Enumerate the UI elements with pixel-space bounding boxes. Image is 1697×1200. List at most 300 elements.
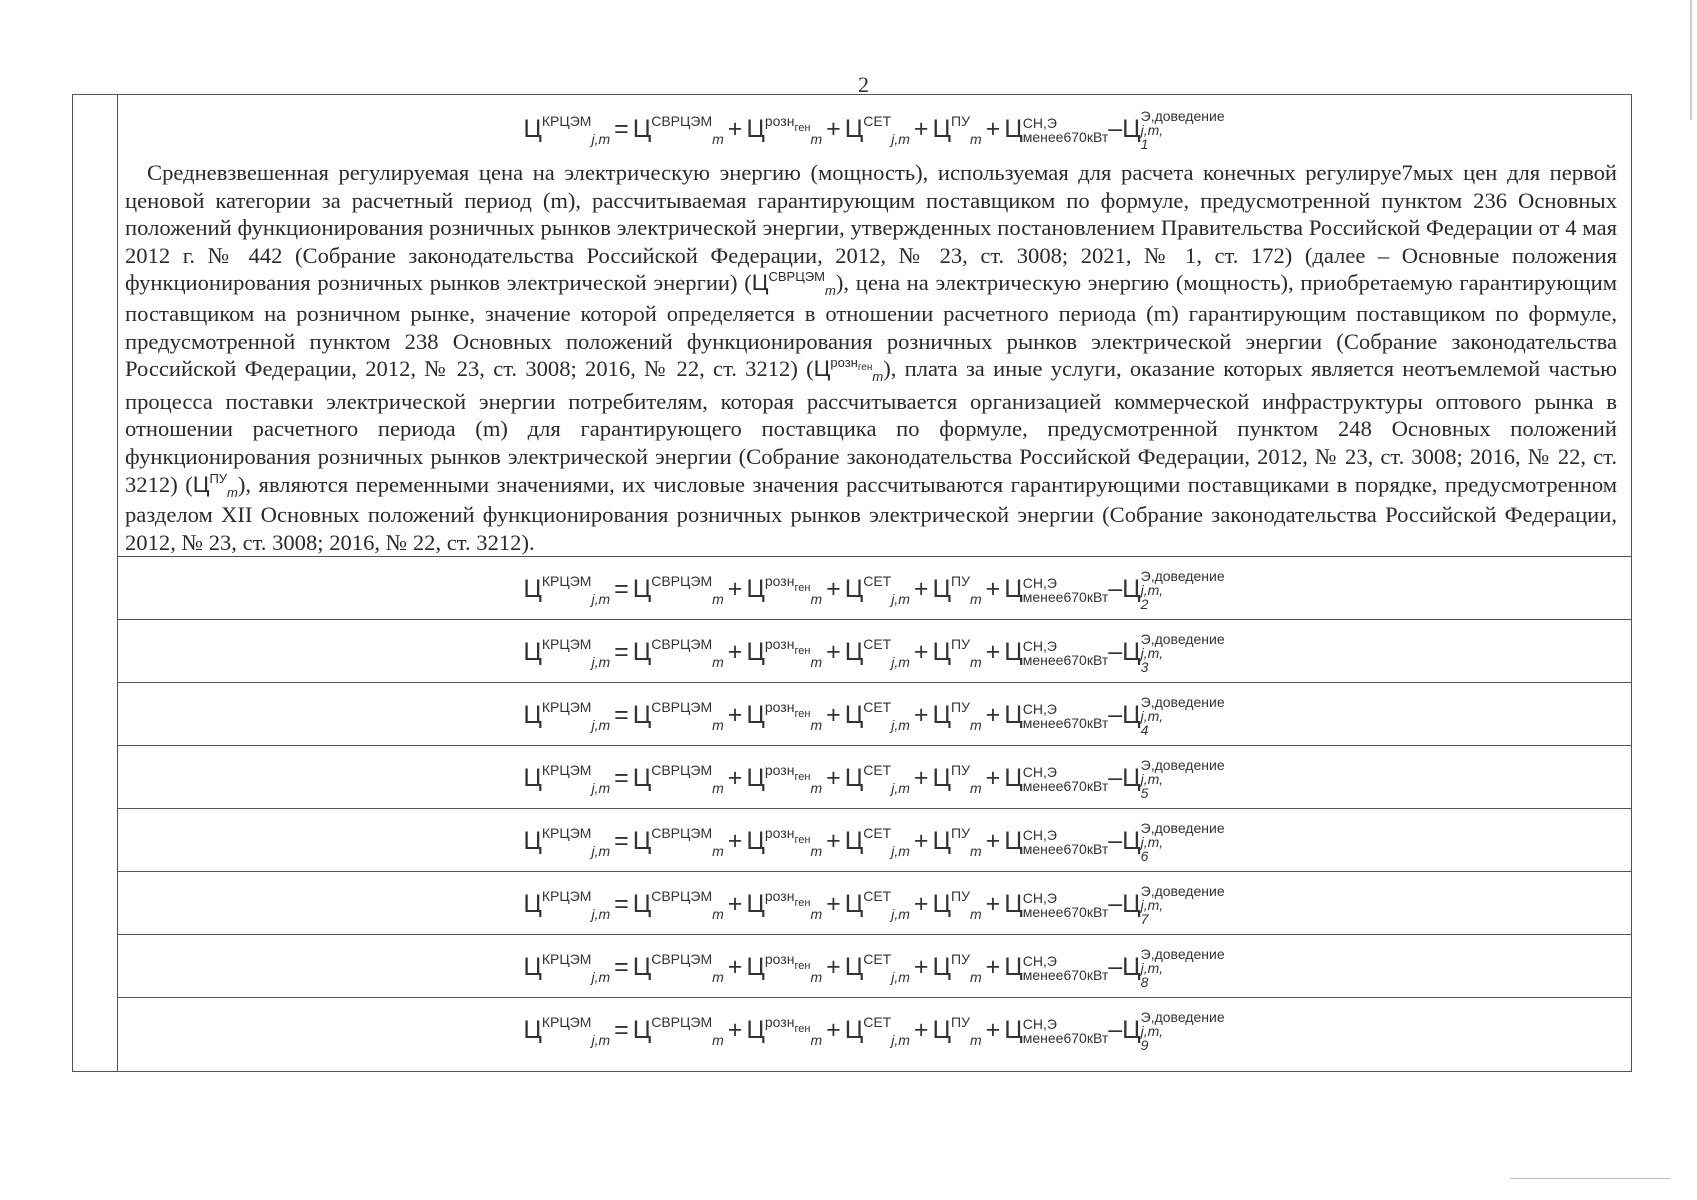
formula-subscript: m bbox=[810, 905, 823, 922]
formula-subscript: менее670кВт bbox=[1022, 904, 1109, 920]
formula-equals: = bbox=[614, 574, 629, 603]
formula-superscript: Э,доведение bbox=[1140, 757, 1225, 773]
formula-superscript: СН,Э bbox=[1022, 1016, 1057, 1032]
formula-equals: = bbox=[614, 637, 629, 666]
formula-superscript: КРЦЭМ bbox=[541, 572, 592, 589]
formula-term-rozn bbox=[746, 1013, 823, 1048]
formula-plus: + bbox=[913, 1015, 929, 1044]
paragraph-part-3: ), плата за иные услуги, оказание которых является неотъемлемой частью процесса поставки электрической энергии потребителям, которая рассчитывается организацией коммерческой инфраструктуры оптового рынка в отношении расчетного периода (m) для гарантирующего поставщика по формуле, предусмотренной пунктом 248 Основных положений функционирования розничных рынков электрической энергии (Собрание законодательства Российской Федерации, 2012, № 23, ст. 3008; 2016, № 22, ст. 3212) ( bbox=[125, 356, 1617, 497]
formula-term-sn bbox=[1004, 890, 1108, 918]
formula-subscript: j,m bbox=[591, 653, 611, 670]
formula-subscript-prefix: j,m, bbox=[1140, 1023, 1164, 1039]
formula-symbol: Ц bbox=[746, 574, 765, 603]
formula-symbol: Ц bbox=[1004, 826, 1023, 855]
formula-superscript-index: ген bbox=[794, 707, 811, 720]
formula-symbol: Ц bbox=[1004, 1015, 1023, 1044]
formula-plus: + bbox=[727, 889, 743, 918]
formula-subscript-prefix: j,m, bbox=[1140, 834, 1164, 850]
formula-superscript: СН,Э bbox=[1022, 953, 1057, 969]
formula-subscript: m bbox=[969, 905, 982, 922]
formula-plus: + bbox=[913, 826, 929, 855]
formula-minus: – bbox=[1108, 952, 1123, 981]
formula-plus: + bbox=[727, 826, 743, 855]
formula-row-4 bbox=[117, 695, 1631, 737]
table-row-2 bbox=[117, 557, 1631, 620]
formula-row-index: 2 bbox=[1140, 596, 1149, 612]
formula-symbol: Ц bbox=[746, 889, 765, 918]
formula-script-stack bbox=[1141, 821, 1225, 863]
formula-symbol: Ц bbox=[932, 1015, 951, 1044]
formula-row-index: 8 bbox=[1140, 974, 1149, 990]
formula-row-index: 9 bbox=[1140, 1037, 1149, 1053]
formula-symbol: Ц bbox=[844, 952, 864, 981]
formula-superscript: СЕТ bbox=[863, 887, 892, 904]
formula-equals: = bbox=[614, 952, 629, 981]
formula-row-index: 1 bbox=[1140, 136, 1149, 152]
formula-plus: + bbox=[913, 763, 929, 792]
formula-minus: – bbox=[1108, 1015, 1123, 1044]
formula-symbol: Ц bbox=[632, 763, 652, 792]
formula-subscript-prefix: j,m, bbox=[1140, 122, 1164, 138]
formula-term-set bbox=[844, 824, 910, 859]
formula-plus: + bbox=[826, 763, 841, 792]
formula-plus: + bbox=[913, 889, 929, 918]
formula-term-dovedenie bbox=[1122, 946, 1225, 990]
formula-superscript: СЕТ bbox=[863, 635, 892, 652]
formula-symbol: Ц bbox=[844, 700, 864, 729]
formula-row-5 bbox=[117, 758, 1631, 800]
formula-subscript: j,m bbox=[891, 968, 910, 985]
formula-minus: – bbox=[1108, 637, 1123, 666]
formula-superscript: ПУ bbox=[951, 698, 970, 715]
formula-subscript bbox=[1141, 583, 1225, 611]
formula-superscript: Э,доведение bbox=[1140, 108, 1225, 124]
formula-script-stack bbox=[1023, 639, 1108, 667]
formula-superscript: Э,доведение bbox=[1140, 568, 1225, 584]
formula-superscript: КРЦЭМ bbox=[541, 112, 592, 129]
formula-lhs bbox=[523, 1013, 611, 1048]
formula-superscript-index: ген bbox=[794, 581, 811, 594]
formula-symbol: Ц bbox=[632, 826, 652, 855]
formula-superscript: СН,Э bbox=[1022, 764, 1057, 780]
formula-superscript: СН,Э bbox=[1022, 115, 1057, 131]
formula-subscript: менее670кВт bbox=[1022, 589, 1109, 605]
formula-subscript: m bbox=[969, 653, 982, 670]
formula-symbol: Ц bbox=[632, 700, 652, 729]
formula-subscript: j,m bbox=[891, 842, 910, 859]
formula-superscript-index: ген bbox=[794, 959, 811, 972]
formula-subscript bbox=[1141, 123, 1225, 151]
formula-subscript bbox=[1141, 961, 1225, 989]
formula-superscript: СЕТ bbox=[863, 950, 892, 967]
formula-subscript: m bbox=[712, 1031, 724, 1048]
formula-superscript: КРЦЭМ bbox=[541, 1013, 592, 1030]
formula-equals: = bbox=[614, 763, 629, 792]
formula-superscript-index: ген bbox=[794, 644, 811, 657]
formula-term-sn bbox=[1004, 638, 1108, 666]
formula-superscript: СВРЦЭМ bbox=[651, 950, 713, 967]
formula-plus: + bbox=[727, 1015, 743, 1044]
symbol-sub: m bbox=[825, 283, 836, 299]
formula-superscript: ПУ bbox=[951, 1013, 970, 1030]
formula-term-set bbox=[844, 1013, 910, 1048]
formula-subscript: m bbox=[712, 968, 724, 985]
formula-plus: + bbox=[727, 763, 743, 792]
formula-subscript bbox=[1141, 898, 1225, 926]
formula-plus: + bbox=[913, 637, 929, 666]
formula-term-set bbox=[844, 572, 910, 607]
formula-superscript: СН,Э bbox=[1022, 827, 1057, 843]
formula-script-stack bbox=[1023, 954, 1108, 982]
formula-row-index: 7 bbox=[1140, 911, 1149, 927]
formula-term-set bbox=[844, 698, 910, 733]
formula-superscript: СЕТ bbox=[863, 824, 892, 841]
symbol-svrcem bbox=[751, 269, 836, 299]
formula-term-rozn bbox=[746, 572, 823, 607]
formula-subscript-prefix: j,m, bbox=[1140, 897, 1164, 913]
formula-superscript: Э,доведение bbox=[1140, 820, 1225, 836]
formula-subscript: m bbox=[969, 716, 982, 733]
formula-superscript: Э,доведение bbox=[1140, 946, 1225, 962]
formula-subscript-prefix: j,m, bbox=[1140, 771, 1164, 787]
formula-subscript: j,m bbox=[891, 590, 910, 607]
formula-symbol: Ц bbox=[844, 637, 864, 666]
formula-row-1 bbox=[117, 109, 1631, 151]
formula-script-stack bbox=[1023, 765, 1108, 793]
formula-term-rozn bbox=[746, 635, 823, 670]
formula-plus: + bbox=[913, 700, 929, 729]
formula-term-dovedenie bbox=[1122, 820, 1225, 864]
formula-term-set bbox=[844, 887, 910, 922]
formula-term-pu bbox=[932, 887, 982, 922]
formula-minus: – bbox=[1108, 826, 1123, 855]
formula-term-pu bbox=[932, 698, 982, 733]
formula-symbol: Ц bbox=[1122, 114, 1141, 143]
formula-subscript bbox=[1141, 1024, 1225, 1052]
formula-subscript: m bbox=[810, 968, 823, 985]
formula-term-dovedenie bbox=[1122, 883, 1225, 927]
formula-term-svrcem bbox=[632, 635, 724, 670]
formula-plus: + bbox=[727, 952, 743, 981]
formula-term-svrcem bbox=[632, 572, 724, 607]
formula-superscript: Э,доведение bbox=[1140, 694, 1225, 710]
formula-term-dovedenie bbox=[1122, 568, 1225, 612]
formula-subscript-prefix: j,m, bbox=[1140, 645, 1164, 661]
formula-plus: + bbox=[826, 700, 841, 729]
formula-symbol: Ц bbox=[1122, 1015, 1141, 1044]
formula-symbol: Ц bbox=[1004, 700, 1023, 729]
formula-term-svrcem bbox=[632, 761, 724, 796]
formula-subscript: j,m bbox=[891, 130, 910, 147]
formula-superscript: СВРЦЭМ bbox=[651, 572, 713, 589]
formula-superscript: ПУ bbox=[951, 761, 970, 778]
formula-symbol: Ц bbox=[844, 826, 864, 855]
page-number: 2 bbox=[858, 72, 869, 97]
formula-symbol: Ц bbox=[1122, 637, 1141, 666]
formula-superscript: КРЦЭМ bbox=[541, 887, 592, 904]
formula-minus: – bbox=[1108, 763, 1123, 792]
formula-row-9 bbox=[117, 1010, 1631, 1052]
formula-subscript bbox=[1141, 646, 1225, 674]
formula-superscript: Э,доведение bbox=[1140, 631, 1225, 647]
formula-symbol: Ц bbox=[844, 763, 864, 792]
formula-superscript: СН,Э bbox=[1022, 575, 1057, 591]
formula-symbol: Ц bbox=[523, 574, 542, 603]
formula-symbol: Ц bbox=[1004, 952, 1023, 981]
symbol-letter: Ц bbox=[751, 270, 769, 296]
formula-plus: + bbox=[985, 763, 1001, 792]
formula-superscript: КРЦЭМ bbox=[541, 824, 592, 841]
formula-script-stack bbox=[1141, 109, 1225, 151]
formula-subscript: m bbox=[712, 590, 724, 607]
table-row-1 bbox=[117, 95, 1631, 557]
formula-row-index: 3 bbox=[1140, 659, 1149, 675]
formula-plus: + bbox=[826, 826, 841, 855]
formula-script-stack bbox=[1023, 891, 1108, 919]
formula-symbol: Ц bbox=[932, 114, 951, 143]
formula-subscript: j,m bbox=[891, 1031, 910, 1048]
formula-script-stack bbox=[1141, 695, 1225, 737]
formula-term-set bbox=[844, 950, 910, 985]
formula-script-stack bbox=[1141, 758, 1225, 800]
formula-term-svrcem bbox=[632, 887, 724, 922]
formula-term-dovedenie bbox=[1122, 108, 1225, 152]
formula-symbol: Ц bbox=[632, 574, 652, 603]
formula-superscript: СВРЦЭМ bbox=[651, 635, 713, 652]
formula-script-stack bbox=[1023, 702, 1108, 730]
formula-term-set bbox=[844, 112, 910, 147]
formula-superscript: розн bbox=[764, 635, 795, 652]
paragraph-part-4: ), являются переменными значениями, их числовые значения рассчитываются гарантирующими поставщиками в порядке, предусмотренном разделом XII Основных положений функционирования розничных рынков электрической энергии (Собрание законодательства Российской Федерации, 2012, № 23, ст. 3008; 2016, № 22, ст. 3212). bbox=[125, 471, 1617, 555]
formula-superscript-index: ген bbox=[794, 770, 811, 783]
formula-symbol: Ц bbox=[1122, 952, 1141, 981]
formula-superscript: СВРЦЭМ bbox=[651, 112, 713, 129]
formula-term-set bbox=[844, 635, 910, 670]
formula-term-rozn bbox=[746, 112, 823, 147]
symbol-sup: СВРЦЭМ bbox=[768, 269, 826, 285]
formula-subscript: m bbox=[712, 716, 724, 733]
formula-plus: + bbox=[985, 637, 1001, 666]
formula-symbol: Ц bbox=[746, 700, 765, 729]
formula-symbol: Ц bbox=[523, 763, 542, 792]
formula-term-svrcem bbox=[632, 698, 724, 733]
formula-plus: + bbox=[826, 952, 841, 981]
formula-superscript: Э,доведение bbox=[1140, 883, 1225, 899]
formula-row-6 bbox=[117, 821, 1631, 863]
formula-subscript: m bbox=[712, 130, 724, 147]
formula-plus: + bbox=[826, 889, 841, 918]
formula-term-pu bbox=[932, 112, 982, 147]
formula-term-set bbox=[844, 761, 910, 796]
formula-superscript: СЕТ bbox=[863, 761, 892, 778]
formula-subscript: m bbox=[969, 968, 982, 985]
formula-symbol: Ц bbox=[932, 763, 951, 792]
formula-row-8 bbox=[117, 947, 1631, 989]
formula-lhs bbox=[523, 887, 611, 922]
table-row-5 bbox=[117, 746, 1631, 809]
symbol-sup: розн bbox=[830, 355, 858, 371]
formula-equals: = bbox=[614, 700, 629, 729]
formula-script-stack bbox=[1141, 632, 1225, 674]
formula-symbol: Ц bbox=[746, 952, 765, 981]
formula-subscript bbox=[1141, 772, 1225, 800]
formula-subscript: менее670кВт bbox=[1022, 1030, 1109, 1046]
formula-plus: + bbox=[913, 574, 929, 603]
formula-superscript: СЕТ bbox=[863, 572, 892, 589]
formula-term-sn bbox=[1004, 115, 1108, 143]
formula-symbol: Ц bbox=[746, 114, 765, 143]
formula-superscript: СВРЦЭМ bbox=[651, 698, 713, 715]
formula-symbol: Ц bbox=[1122, 763, 1141, 792]
formula-subscript: m bbox=[810, 842, 823, 859]
formula-row-3 bbox=[117, 632, 1631, 674]
formula-subscript: менее670кВт bbox=[1022, 129, 1109, 145]
formula-symbol: Ц bbox=[1004, 637, 1023, 666]
formula-minus: – bbox=[1108, 889, 1123, 918]
formula-symbol: Ц bbox=[1004, 889, 1023, 918]
formula-symbol: Ц bbox=[932, 637, 951, 666]
explanation-paragraph bbox=[125, 159, 1617, 556]
formula-plus: + bbox=[985, 1015, 1001, 1044]
formula-subscript: m bbox=[969, 779, 982, 796]
formula-superscript: СЕТ bbox=[863, 1013, 892, 1030]
formula-symbol: Ц bbox=[932, 574, 951, 603]
formula-symbol: Ц bbox=[632, 114, 652, 143]
formula-superscript: СН,Э bbox=[1022, 701, 1057, 717]
formula-plus: + bbox=[985, 700, 1001, 729]
formula-subscript: m bbox=[810, 590, 823, 607]
formula-subscript: j,m bbox=[591, 779, 611, 796]
formula-lhs bbox=[523, 824, 611, 859]
formula-symbol: Ц bbox=[523, 889, 542, 918]
formula-symbol: Ц bbox=[844, 889, 864, 918]
formula-term-sn bbox=[1004, 1016, 1108, 1044]
formula-minus: – bbox=[1108, 700, 1123, 729]
formula-symbol: Ц bbox=[746, 1015, 765, 1044]
formula-term-sn bbox=[1004, 764, 1108, 792]
formula-lhs bbox=[523, 698, 611, 733]
formula-superscript: розн bbox=[764, 950, 795, 967]
formula-term-dovedenie bbox=[1122, 631, 1225, 675]
symbol-letter: Ц bbox=[813, 356, 831, 382]
formula-term-svrcem bbox=[632, 1013, 724, 1048]
formula-plus: + bbox=[826, 114, 841, 143]
formula-symbol: Ц bbox=[1004, 763, 1023, 792]
formula-symbol: Ц bbox=[844, 114, 864, 143]
formula-term-svrcem bbox=[632, 112, 724, 147]
formula-superscript-index: ген bbox=[794, 833, 811, 846]
formula-plus: + bbox=[985, 952, 1001, 981]
formula-subscript-prefix: j,m, bbox=[1140, 708, 1164, 724]
formula-subscript: менее670кВт bbox=[1022, 841, 1109, 857]
formula-superscript: розн bbox=[764, 572, 795, 589]
formula-subscript: m bbox=[810, 716, 823, 733]
formula-script-stack bbox=[1023, 576, 1108, 604]
table-row-8 bbox=[117, 935, 1631, 998]
formula-term-rozn bbox=[746, 698, 823, 733]
formula-subscript: j,m bbox=[591, 905, 611, 922]
formula-subscript-prefix: j,m, bbox=[1140, 582, 1164, 598]
formula-script-stack bbox=[1023, 828, 1108, 856]
formula-term-svrcem bbox=[632, 950, 724, 985]
formula-subscript: менее670кВт bbox=[1022, 778, 1109, 794]
formula-subscript: j,m bbox=[891, 779, 910, 796]
formula-symbol: Ц bbox=[1122, 826, 1141, 855]
formula-plus: + bbox=[985, 574, 1001, 603]
formula-superscript: ПУ bbox=[951, 950, 970, 967]
formula-subscript: менее670кВт bbox=[1022, 652, 1109, 668]
formula-equals: = bbox=[614, 114, 629, 143]
formula-term-rozn bbox=[746, 761, 823, 796]
symbol-letter: Ц bbox=[192, 471, 210, 497]
symbol-rozn-gen bbox=[813, 355, 884, 385]
formula-symbol: Ц bbox=[932, 889, 951, 918]
formula-subscript: m bbox=[810, 130, 823, 147]
formula-term-rozn bbox=[746, 950, 823, 985]
formula-minus: – bbox=[1108, 114, 1123, 143]
formula-term-sn bbox=[1004, 953, 1108, 981]
formula-superscript: СВРЦЭМ bbox=[651, 824, 713, 841]
formula-subscript: менее670кВт bbox=[1022, 967, 1109, 983]
formula-plus: + bbox=[727, 574, 743, 603]
formula-subscript: m bbox=[810, 779, 823, 796]
formula-plus: + bbox=[727, 700, 743, 729]
formula-superscript: розн bbox=[764, 1013, 795, 1030]
formula-superscript: КРЦЭМ bbox=[541, 761, 592, 778]
formula-subscript: j,m bbox=[591, 842, 611, 859]
formula-script-stack bbox=[1023, 1017, 1108, 1045]
formula-symbol: Ц bbox=[1004, 114, 1023, 143]
formula-subscript bbox=[1141, 709, 1225, 737]
formula-script-stack bbox=[1023, 116, 1108, 144]
symbol-pu bbox=[192, 470, 238, 500]
formula-symbol: Ц bbox=[1004, 574, 1023, 603]
table-row-4 bbox=[117, 683, 1631, 746]
formula-symbol: Ц bbox=[523, 1015, 542, 1044]
formula-subscript: m bbox=[712, 653, 724, 670]
formula-superscript: розн bbox=[764, 761, 795, 778]
formula-term-rozn bbox=[746, 887, 823, 922]
formula-subscript-prefix: j,m, bbox=[1140, 960, 1164, 976]
formula-superscript: СЕТ bbox=[863, 112, 892, 129]
formula-script-stack bbox=[1141, 569, 1225, 611]
formula-superscript-index: ген bbox=[794, 896, 811, 909]
formula-superscript: СВРЦЭМ bbox=[651, 887, 713, 904]
table-row-7 bbox=[117, 872, 1631, 935]
formula-superscript: ПУ bbox=[951, 112, 970, 129]
formula-plus: + bbox=[826, 637, 841, 666]
formula-superscript: розн bbox=[764, 824, 795, 841]
formula-script-stack bbox=[1141, 884, 1225, 926]
formula-term-dovedenie bbox=[1122, 694, 1225, 738]
formula-subscript: j,m bbox=[591, 130, 611, 147]
table-row-9 bbox=[117, 998, 1631, 1070]
symbol-sup: ПУ bbox=[209, 470, 228, 486]
formula-subscript: m bbox=[969, 130, 982, 147]
formula-equals: = bbox=[614, 826, 629, 855]
formula-subscript: m bbox=[712, 905, 724, 922]
formula-lhs bbox=[523, 572, 611, 607]
formula-row-7 bbox=[117, 884, 1631, 926]
formula-row-index: 4 bbox=[1140, 722, 1149, 738]
formula-symbol: Ц bbox=[746, 637, 765, 666]
formula-symbol: Ц bbox=[632, 637, 652, 666]
formula-table bbox=[72, 94, 1632, 1072]
formula-plus: + bbox=[727, 114, 743, 143]
formula-lhs bbox=[523, 761, 611, 796]
formula-equals: = bbox=[614, 889, 629, 918]
formula-superscript: КРЦЭМ bbox=[541, 950, 592, 967]
